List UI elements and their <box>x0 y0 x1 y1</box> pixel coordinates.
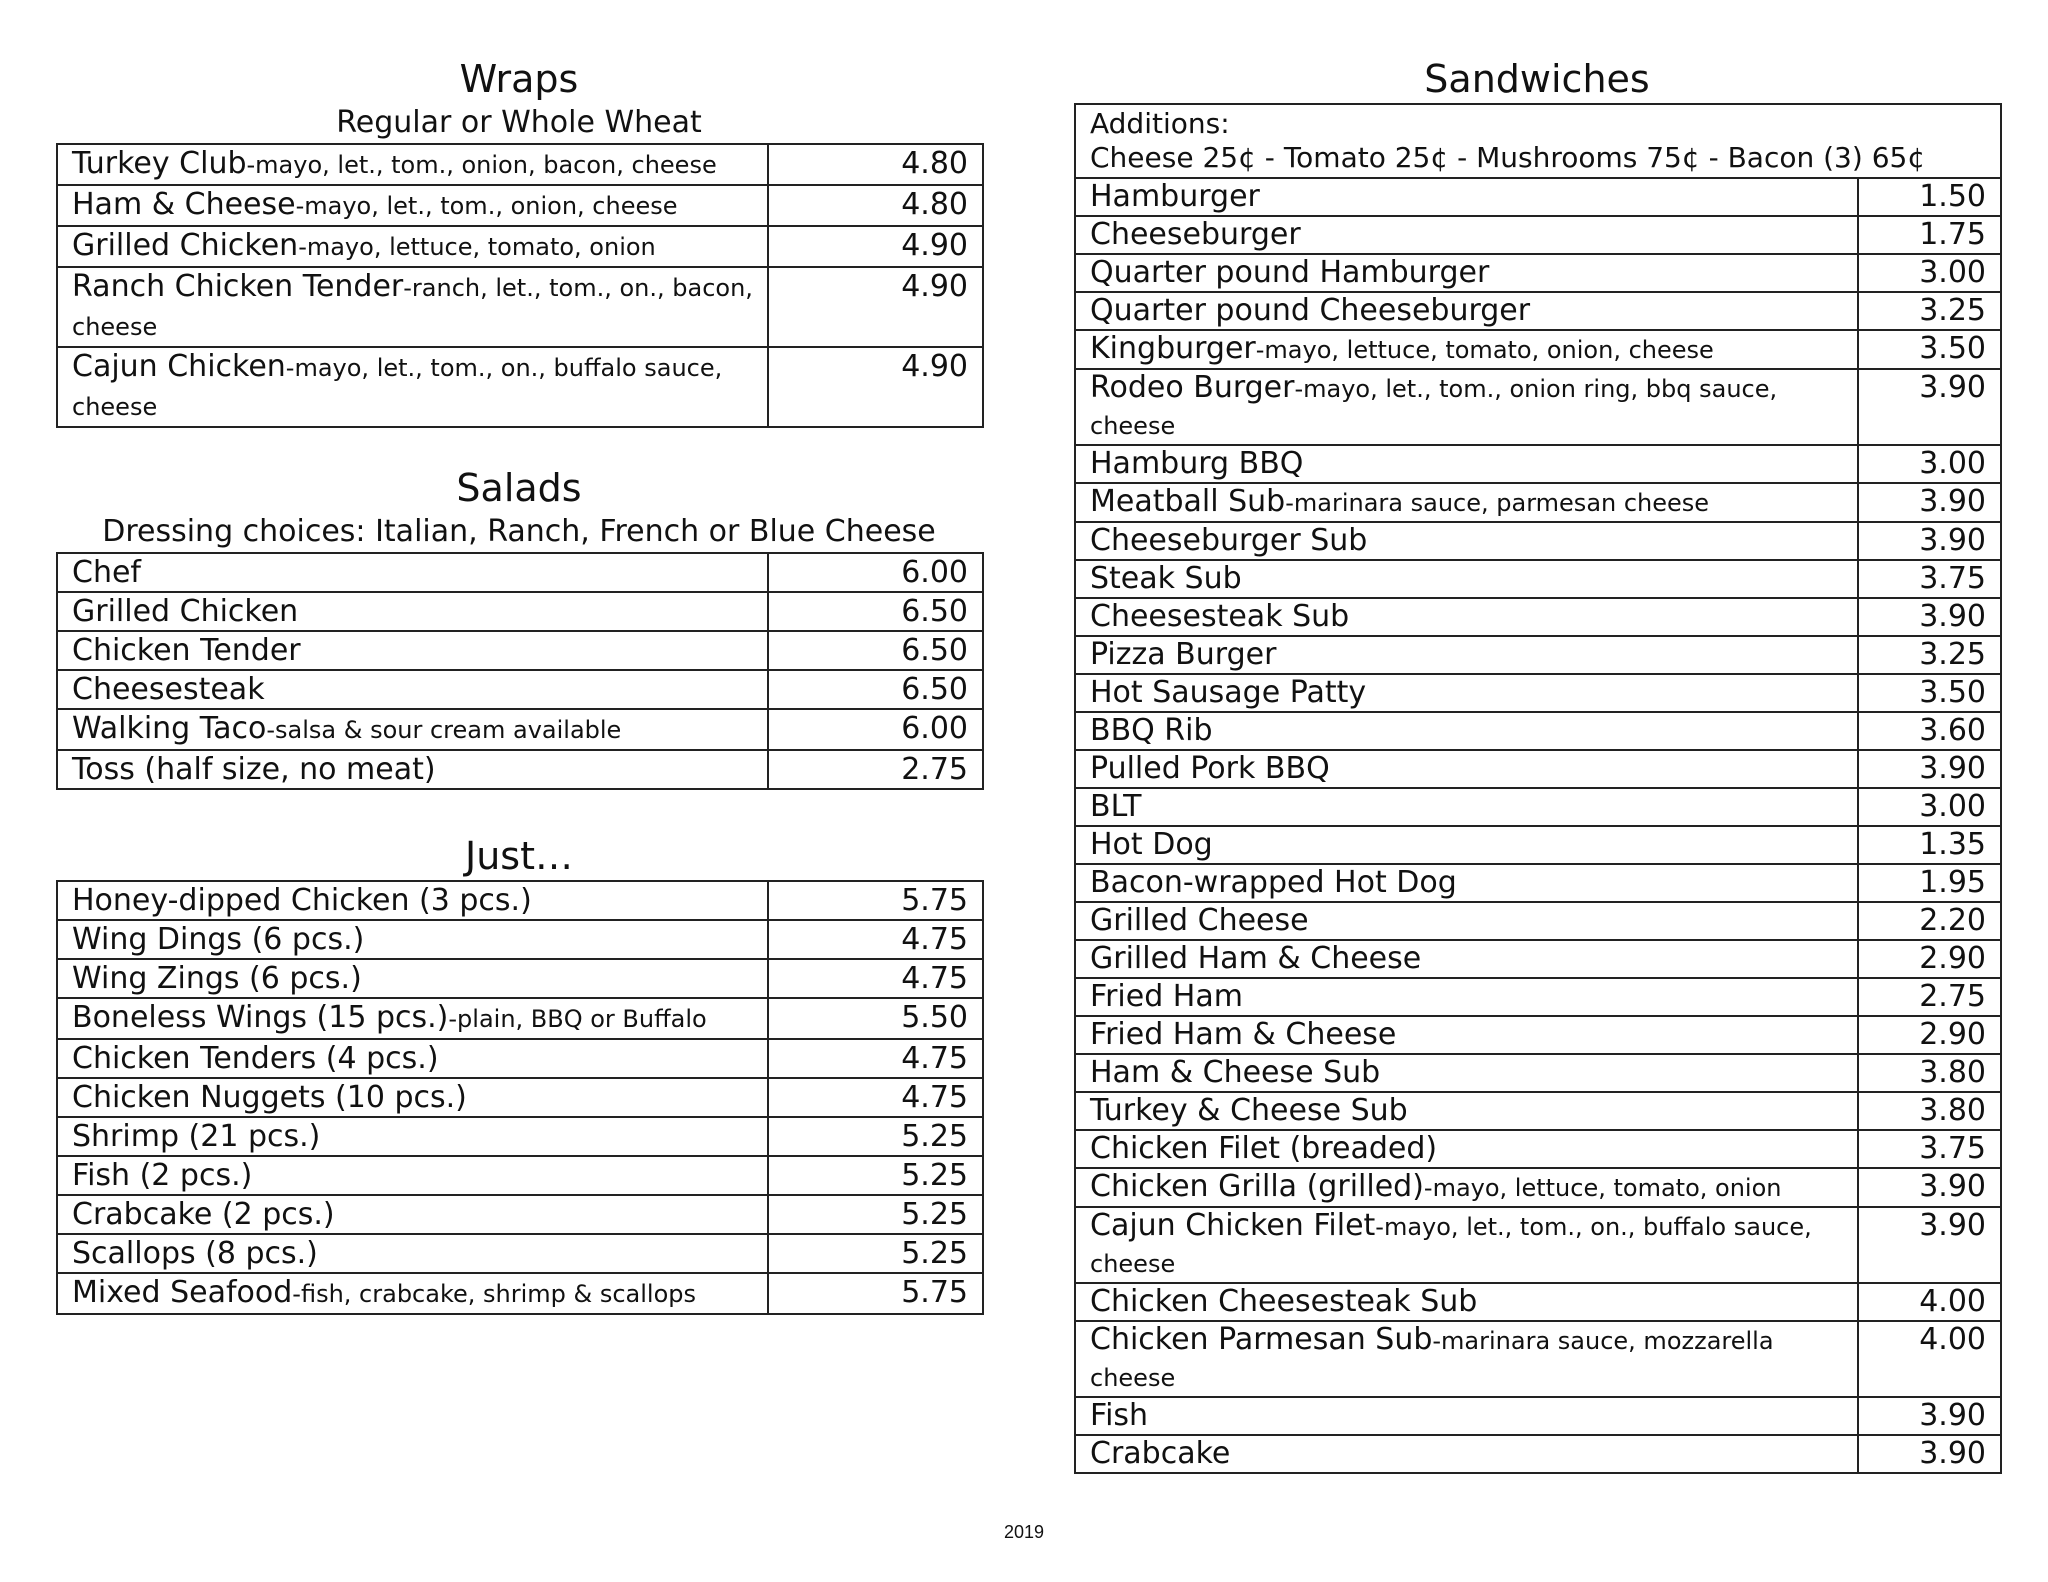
item-name-cell <box>1075 788 1858 826</box>
menu-row <box>1075 1054 2001 1092</box>
item-description: -salsa & sour cream available <box>266 716 622 744</box>
item-price: 3.90 <box>1858 598 2001 636</box>
item-price: 4.00 <box>1858 1321 2001 1397</box>
additions-label: Additions: <box>1090 107 1230 140</box>
item-name: Walking Taco <box>72 711 267 746</box>
item-price: 4.80 <box>768 144 983 185</box>
item-price: 1.75 <box>1858 216 2001 254</box>
item-price: 5.25 <box>768 1156 983 1195</box>
item-name: Chicken Cheesesteak Sub <box>1090 1284 1478 1319</box>
item-name: Hamburger <box>1090 179 1260 214</box>
menu-row <box>57 959 983 998</box>
menu-row <box>57 709 983 750</box>
footer-year: 2019 <box>1003 1522 1045 1542</box>
menu-row <box>1075 940 2001 978</box>
item-price: 3.80 <box>1858 1092 2001 1130</box>
item-description: -marinara sauce, mozzarella cheese <box>1090 1327 1774 1392</box>
menu-row <box>1075 292 2001 330</box>
item-price: 3.00 <box>1858 445 2001 483</box>
item-description: -mayo, let., tom., on., buffalo sauce, cheese <box>72 354 723 421</box>
item-price: 4.75 <box>768 1039 983 1078</box>
menu-row <box>57 631 983 670</box>
item-name: Wing Zings (6 pcs.) <box>72 961 362 996</box>
menu-row <box>1075 978 2001 1016</box>
item-name: Pizza Burger <box>1090 637 1277 672</box>
item-name-cell <box>1075 292 1858 330</box>
menu-row <box>57 592 983 631</box>
item-name-cell <box>57 1039 768 1078</box>
item-name-cell <box>1075 1207 1858 1283</box>
item-name-cell <box>1075 636 1858 674</box>
item-name: Cheeseburger <box>1090 217 1301 252</box>
menu-row <box>1075 1130 2001 1168</box>
item-price: 2.90 <box>1858 940 2001 978</box>
item-name-cell <box>57 185 768 226</box>
item-name-cell <box>57 226 768 267</box>
item-name: Fried Ham <box>1090 979 1243 1014</box>
item-price: 2.90 <box>1858 1016 2001 1054</box>
item-name: Quarter pound Cheeseburger <box>1090 293 1531 328</box>
menu-row <box>1075 826 2001 864</box>
salads-subtitle: Dressing choices: Italian, Ranch, French or Blue Cheese <box>102 514 936 549</box>
item-name: Cajun Chicken <box>72 349 286 384</box>
item-name-cell <box>1075 216 1858 254</box>
item-name: Cajun Chicken Filet <box>1090 1208 1376 1243</box>
item-name: Kingburger <box>1090 331 1256 366</box>
item-price: 6.50 <box>768 670 983 709</box>
item-name-cell <box>57 998 768 1039</box>
item-name: Grilled Chicken <box>72 228 299 263</box>
menu-row <box>1075 178 2001 216</box>
item-name: Chicken Nuggets (10 pcs.) <box>72 1080 467 1115</box>
item-price: 3.90 <box>1858 1207 2001 1283</box>
item-name-cell <box>1075 1321 1858 1397</box>
menu-row <box>57 998 983 1039</box>
item-price: 3.90 <box>1858 483 2001 522</box>
item-name-cell <box>1075 1054 1858 1092</box>
item-price: 3.80 <box>1858 1054 2001 1092</box>
menu-row <box>1075 598 2001 636</box>
item-price: 6.00 <box>768 553 983 592</box>
item-price: 4.75 <box>768 959 983 998</box>
wraps-subtitle: Regular or Whole Wheat <box>336 105 702 140</box>
item-price: 6.50 <box>768 592 983 631</box>
item-name: Crabcake (2 pcs.) <box>72 1197 335 1232</box>
menu-row <box>1075 1092 2001 1130</box>
item-name: Bacon-wrapped Hot Dog <box>1090 865 1457 900</box>
item-name-cell <box>57 1156 768 1195</box>
item-name: Meatball Sub <box>1090 484 1286 519</box>
item-name-cell <box>57 670 768 709</box>
menu-row <box>1075 254 2001 292</box>
item-price: 4.90 <box>768 267 983 347</box>
item-name-cell <box>57 920 768 959</box>
menu-row <box>1075 636 2001 674</box>
item-name-cell <box>1075 1397 1858 1435</box>
item-name: Grilled Chicken <box>72 594 299 629</box>
item-name: Scallops (8 pcs.) <box>72 1236 318 1271</box>
item-name-cell <box>57 709 768 750</box>
item-name-cell <box>1075 1130 1858 1168</box>
menu-row <box>1075 1321 2001 1397</box>
item-price: 3.60 <box>1858 712 2001 750</box>
item-price: 3.00 <box>1858 788 2001 826</box>
item-name-cell <box>1075 902 1858 940</box>
item-price: 5.25 <box>768 1117 983 1156</box>
item-name: Ranch Chicken Tender <box>72 269 404 304</box>
item-price: 3.00 <box>1858 254 2001 292</box>
item-name: Fish (2 pcs.) <box>72 1158 253 1193</box>
item-name: Hot Dog <box>1090 827 1213 862</box>
menu-row <box>57 185 983 226</box>
item-price: 3.75 <box>1858 560 2001 598</box>
item-price: 3.90 <box>1858 522 2001 560</box>
item-name-cell <box>57 267 768 347</box>
item-price: 4.90 <box>768 347 983 427</box>
sandwiches-table <box>1074 103 2002 1474</box>
menu-row <box>1075 445 2001 483</box>
menu-row <box>57 553 983 592</box>
item-name: Grilled Cheese <box>1090 903 1309 938</box>
item-description: -mayo, let., tom., onion, cheese <box>295 192 678 220</box>
item-name: Grilled Ham & Cheese <box>1090 941 1422 976</box>
item-name-cell <box>57 1117 768 1156</box>
item-name-cell <box>57 592 768 631</box>
menu-row <box>57 750 983 789</box>
additions-text: Cheese 25¢ - Tomato 25¢ - Mushrooms 75¢ - Bacon (3) 65¢ <box>1090 141 1926 174</box>
additions-row <box>1075 104 2001 178</box>
menu-row <box>1075 330 2001 369</box>
menu-row <box>1075 560 2001 598</box>
item-name-cell <box>1075 750 1858 788</box>
item-name-cell <box>1075 1435 1858 1473</box>
item-name-cell <box>1075 978 1858 1016</box>
salads-title: Salads <box>456 466 582 510</box>
item-price: 1.35 <box>1858 826 2001 864</box>
item-price: 1.95 <box>1858 864 2001 902</box>
item-price: 4.75 <box>768 920 983 959</box>
item-price: 5.75 <box>768 1273 983 1314</box>
item-name: Hot Sausage Patty <box>1090 675 1367 710</box>
item-name-cell <box>1075 1092 1858 1130</box>
additions-cell <box>1075 104 2001 178</box>
menu-row <box>57 226 983 267</box>
item-name-cell <box>1075 1283 1858 1321</box>
menu-row <box>1075 522 2001 560</box>
item-description: -mayo, lettuce, tomato, onion <box>298 233 656 261</box>
menu-row <box>1075 216 2001 254</box>
wraps-title: Wraps <box>459 57 579 101</box>
item-name: Mixed Seafood <box>72 1275 293 1310</box>
menu-row <box>57 920 983 959</box>
item-name-cell <box>57 750 768 789</box>
item-price: 3.25 <box>1858 636 2001 674</box>
right-column <box>1074 55 2000 1474</box>
menu-row <box>57 1195 983 1234</box>
item-price: 2.75 <box>768 750 983 789</box>
item-name: Toss (half size, no meat) <box>72 752 436 787</box>
menu-row <box>1075 1207 2001 1283</box>
item-price: 2.75 <box>1858 978 2001 1016</box>
item-name: Ham & Cheese Sub <box>1090 1055 1381 1090</box>
item-price: 4.90 <box>768 226 983 267</box>
item-name-cell <box>1075 369 1858 445</box>
item-price: 4.75 <box>768 1078 983 1117</box>
sandwiches-title: Sandwiches <box>1424 57 1650 101</box>
item-price: 6.00 <box>768 709 983 750</box>
item-price: 3.25 <box>1858 292 2001 330</box>
item-description: -mayo, lettuce, tomato, onion, cheese <box>1255 336 1714 364</box>
just-title: Just… <box>465 834 573 878</box>
item-name: Steak Sub <box>1090 561 1242 596</box>
menu-row <box>57 347 983 427</box>
item-name: Quarter pound Hamburger <box>1090 255 1490 290</box>
item-name: Fish <box>1090 1398 1149 1433</box>
item-name-cell <box>1075 522 1858 560</box>
menu-row <box>1075 1016 2001 1054</box>
item-name-cell <box>1075 1168 1858 1207</box>
menu-row <box>1075 788 2001 826</box>
item-price: 6.50 <box>768 631 983 670</box>
menu-row <box>1075 864 2001 902</box>
item-name: Chef <box>72 555 141 590</box>
left-column <box>56 55 982 1315</box>
item-price: 4.00 <box>1858 1283 2001 1321</box>
menu-row <box>1075 1397 2001 1435</box>
menu-row <box>1075 674 2001 712</box>
item-name-cell <box>57 144 768 185</box>
item-name-cell <box>1075 712 1858 750</box>
menu-row <box>57 144 983 185</box>
item-name-cell <box>1075 483 1858 522</box>
item-description: -fish, crabcake, shrimp & scallops <box>292 1280 697 1308</box>
item-description: -mayo, lettuce, tomato, onion <box>1423 1174 1782 1202</box>
menu-row <box>1075 1435 2001 1473</box>
item-name: Fried Ham & Cheese <box>1090 1017 1397 1052</box>
item-name-cell <box>1075 560 1858 598</box>
item-price: 5.25 <box>768 1234 983 1273</box>
item-price: 3.90 <box>1858 1397 2001 1435</box>
item-name-cell <box>1075 864 1858 902</box>
item-description: -plain, BBQ or Buffalo <box>448 1005 707 1033</box>
menu-row <box>1075 483 2001 522</box>
item-price: 5.75 <box>768 881 983 920</box>
menu-row <box>57 1117 983 1156</box>
item-name-cell <box>1075 1016 1858 1054</box>
item-name-cell <box>1075 254 1858 292</box>
just-table <box>56 880 984 1315</box>
item-name: Pulled Pork BBQ <box>1090 751 1330 786</box>
menu-row <box>57 1273 983 1314</box>
item-name: Turkey & Cheese Sub <box>1090 1093 1408 1128</box>
item-name-cell <box>57 1273 768 1314</box>
item-name-cell <box>1075 674 1858 712</box>
menu-row <box>57 1234 983 1273</box>
item-description: -mayo, let., tom., on., buffalo sauce, cheese <box>1090 1213 1812 1278</box>
menu-row <box>57 1156 983 1195</box>
item-description: -mayo, let., tom., onion, bacon, cheese <box>246 151 717 179</box>
item-name: Cheesesteak <box>72 672 265 707</box>
menu-row <box>1075 1283 2001 1321</box>
item-name: Rodeo Burger <box>1090 370 1295 405</box>
salads-table <box>56 552 984 790</box>
item-name-cell <box>1075 598 1858 636</box>
item-name: Chicken Tenders (4 pcs.) <box>72 1041 439 1076</box>
menu-row <box>57 670 983 709</box>
item-name: BLT <box>1090 789 1142 824</box>
item-name: Hamburg BBQ <box>1090 446 1304 481</box>
item-name-cell <box>57 959 768 998</box>
item-price: 3.50 <box>1858 674 2001 712</box>
item-name: Crabcake <box>1090 1436 1231 1471</box>
item-name: Chicken Grilla (grilled) <box>1090 1169 1424 1204</box>
item-name: Chicken Tender <box>72 633 301 668</box>
menu-row <box>57 881 983 920</box>
item-name: BBQ Rib <box>1090 713 1213 748</box>
item-price: 3.90 <box>1858 369 2001 445</box>
menu-row <box>1075 712 2001 750</box>
item-name: Chicken Parmesan Sub <box>1090 1322 1433 1357</box>
menu-row <box>1075 1168 2001 1207</box>
item-name-cell <box>57 553 768 592</box>
menu-row <box>1075 369 2001 445</box>
item-name: Ham & Cheese <box>72 187 296 222</box>
menu-row <box>1075 750 2001 788</box>
item-name: Boneless Wings (15 pcs.) <box>72 1000 449 1035</box>
item-name-cell <box>1075 330 1858 369</box>
item-price: 3.75 <box>1858 1130 2001 1168</box>
item-name: Wing Dings (6 pcs.) <box>72 922 365 957</box>
item-name-cell <box>1075 826 1858 864</box>
item-name-cell <box>1075 178 1858 216</box>
item-description: -ranch, let., tom., on., bacon, cheese <box>72 274 753 341</box>
item-name: Chicken Filet (breaded) <box>1090 1131 1438 1166</box>
menu-row <box>57 267 983 347</box>
item-name-cell <box>57 347 768 427</box>
item-name: Honey-dipped Chicken (3 pcs.) <box>72 883 532 918</box>
item-name-cell <box>57 631 768 670</box>
item-price: 3.90 <box>1858 750 2001 788</box>
menu-row <box>57 1078 983 1117</box>
item-price: 5.25 <box>768 1195 983 1234</box>
item-price: 3.50 <box>1858 330 2001 369</box>
menu-row <box>57 1039 983 1078</box>
item-name: Cheesesteak Sub <box>1090 599 1350 634</box>
item-price: 1.50 <box>1858 178 2001 216</box>
item-price: 3.90 <box>1858 1435 2001 1473</box>
item-price: 2.20 <box>1858 902 2001 940</box>
menu-row <box>1075 902 2001 940</box>
item-name-cell <box>57 881 768 920</box>
item-name-cell <box>1075 445 1858 483</box>
item-price: 4.80 <box>768 185 983 226</box>
item-description: -marinara sauce, parmesan cheese <box>1285 489 1710 517</box>
item-name-cell <box>57 1234 768 1273</box>
item-name: Shrimp (21 pcs.) <box>72 1119 321 1154</box>
item-name: Cheeseburger Sub <box>1090 523 1368 558</box>
wraps-table <box>56 143 984 428</box>
item-price: 3.90 <box>1858 1168 2001 1207</box>
item-name-cell <box>1075 940 1858 978</box>
item-description: -mayo, let., tom., onion ring, bbq sauce, cheese <box>1090 375 1778 440</box>
item-name: Turkey Club <box>72 146 247 181</box>
item-price: 5.50 <box>768 998 983 1039</box>
item-name-cell <box>57 1195 768 1234</box>
item-name-cell <box>57 1078 768 1117</box>
